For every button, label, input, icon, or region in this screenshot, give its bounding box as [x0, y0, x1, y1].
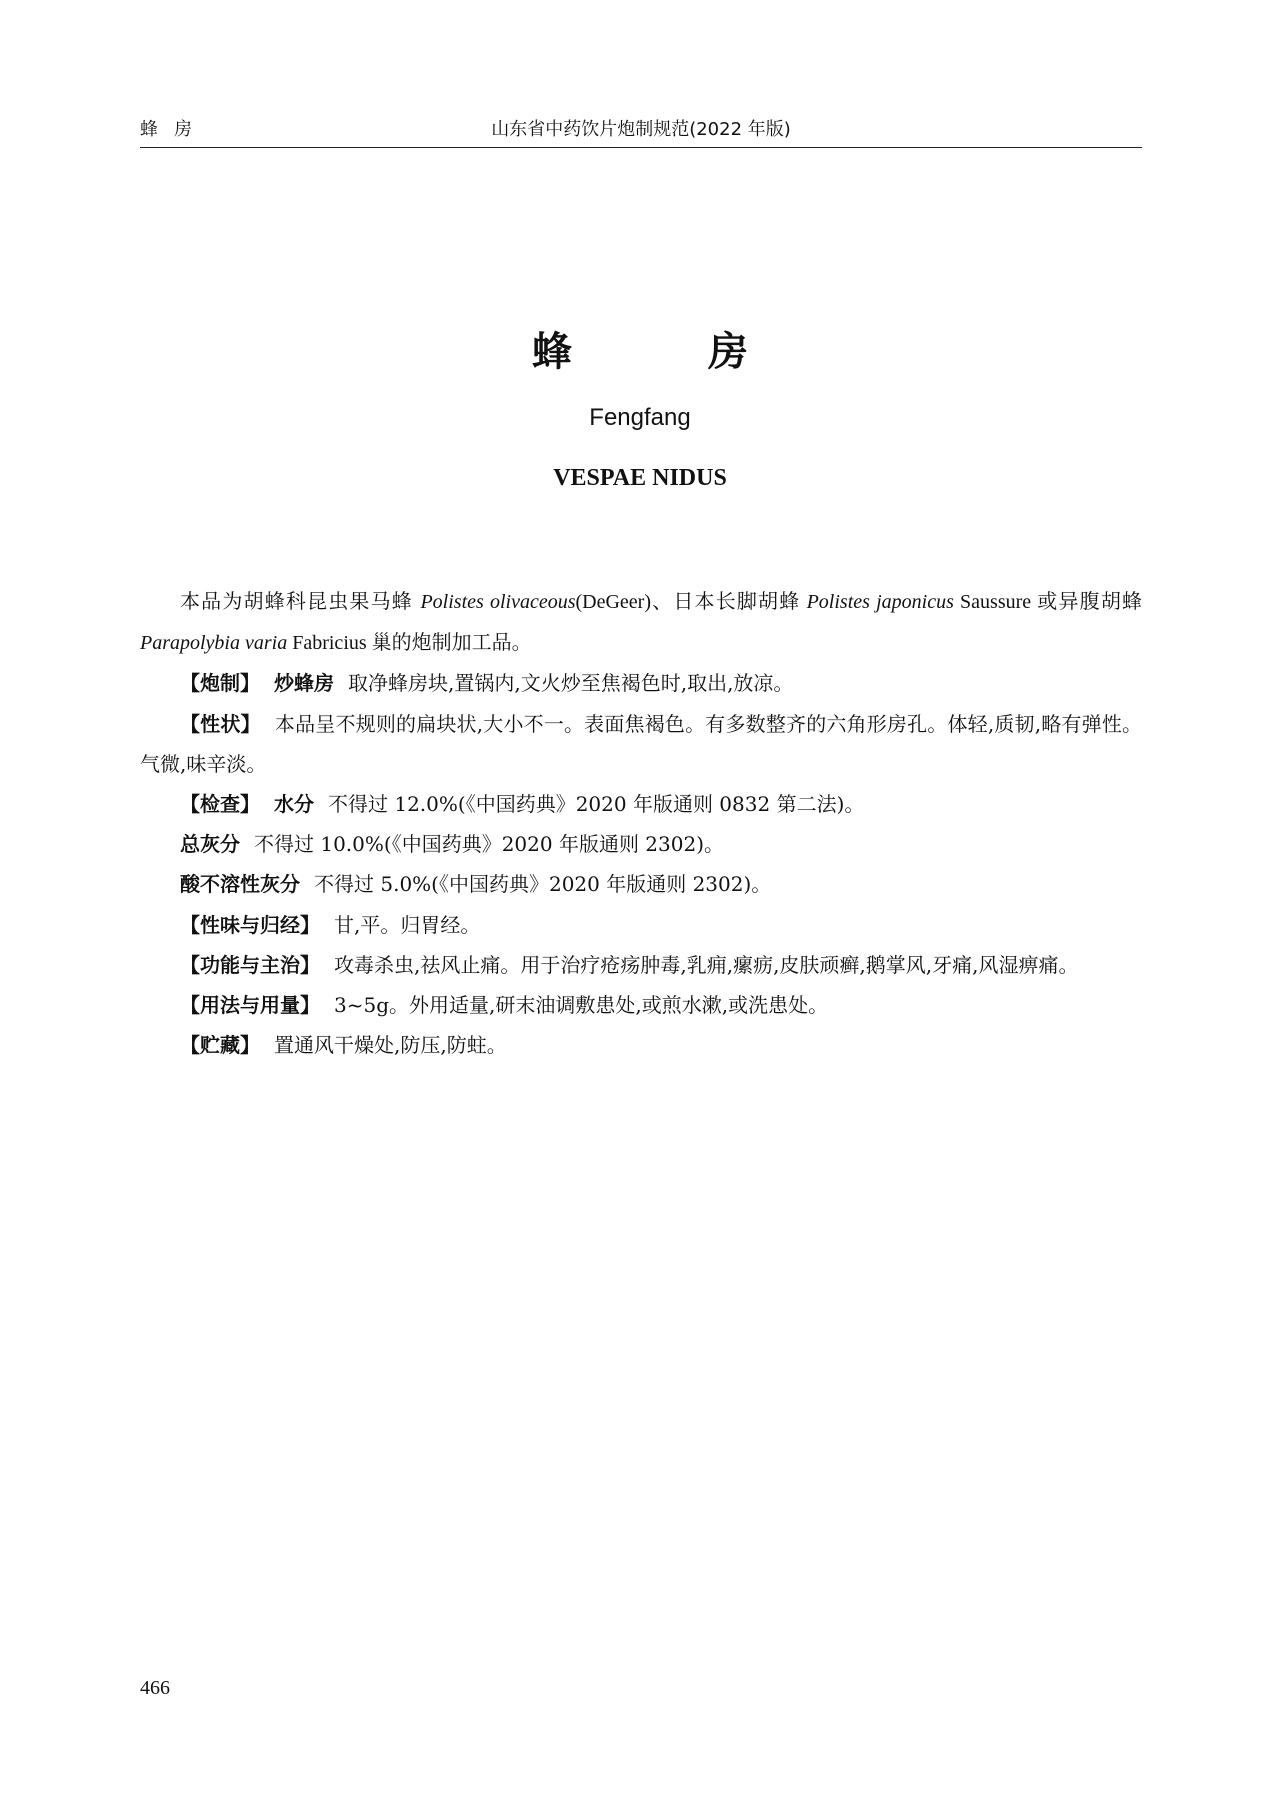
intro-text-4: Fabricius 巢的炮制加工品。 — [287, 632, 532, 655]
nature-text: 甘,平。归胃经。 — [334, 912, 481, 937]
nature-label: 【性味与归经】 — [180, 912, 320, 937]
inspection-item-name: 水分 — [274, 792, 314, 817]
intro-text-1: 本品为胡蜂科昆虫果马蜂 — [180, 589, 421, 613]
inspection-item-text: 不得过 10.0%(《中国药典》2020 年版通则 2302)。 — [254, 832, 725, 857]
processing-label: 【炮制】 — [180, 671, 260, 696]
species-name-2: Polistes japonicus — [806, 591, 954, 613]
description-paragraph — [140, 704, 1142, 784]
header-book-title: 山东省中药饮片炮制规范(2022 年版) — [491, 119, 791, 140]
processing-paragraph — [140, 663, 1142, 703]
inspection-item-name: 酸不溶性灰分 — [180, 872, 300, 897]
inspection-paragraph — [140, 784, 1142, 824]
intro-paragraph — [140, 581, 1142, 663]
storage-paragraph — [140, 1025, 1142, 1065]
latin-title: VESPAE NIDUS — [553, 465, 727, 491]
description-text: 本品呈不规则的扁块状,大小不一。表面焦褐色。有多数整齐的六角形房孔。体轻,质韧,略有弹性。气微,味辛淡。 — [140, 711, 1142, 776]
inspection-paragraph-acid-ash — [140, 864, 1142, 904]
description-label: 【性状】 — [180, 711, 261, 736]
inspection-item-text: 不得过 5.0%(《中国药典》2020 年版通则 2302)。 — [314, 872, 772, 897]
function-paragraph — [140, 945, 1142, 985]
monograph-body — [140, 581, 1142, 1065]
inspection-paragraph-ash — [140, 824, 1142, 864]
storage-text: 置通风干燥处,防压,防蛀。 — [274, 1033, 507, 1058]
inspection-item-text: 不得过 12.0%(《中国药典》2020 年版通则 0832 第二法)。 — [328, 792, 865, 817]
species-name-3: Parapolybia varia — [140, 632, 288, 655]
header-section-name: 蜂房 — [140, 119, 208, 140]
running-header — [140, 113, 1142, 148]
usage-paragraph — [140, 985, 1142, 1025]
usage-label: 【用法与用量】 — [180, 993, 320, 1018]
intro-text-3: Saussure 或异腹胡蜂 — [953, 591, 1143, 613]
processing-text: 取净蜂房块,置锅内,文火炒至焦褐色时,取出,放凉。 — [348, 671, 794, 696]
nature-paragraph — [140, 905, 1142, 945]
page-number: 466 — [140, 1677, 170, 1699]
intro-text-2: (DeGeer)、日本长脚胡蜂 — [575, 591, 807, 613]
processing-sublabel: 炒蜂房 — [274, 671, 334, 696]
function-text: 攻毒杀虫,祛风止痛。用于治疗疮疡肿毒,乳痈,瘰疬,皮肤顽癣,鹅掌风,牙痛,风湿痹痛。 — [334, 952, 1079, 977]
inspection-label: 【检查】 — [180, 792, 260, 817]
species-name-1: Polistes olivaceous — [420, 591, 576, 613]
function-label: 【功能与主治】 — [180, 952, 320, 977]
pinyin-title: Fengfang — [589, 404, 691, 431]
storage-label: 【贮藏】 — [180, 1033, 260, 1058]
inspection-item-name: 总灰分 — [180, 832, 240, 857]
page-title: 蜂 房 — [532, 329, 796, 375]
usage-text: 3~5g。外用适量,研末油调敷患处,或煎水漱,或洗患处。 — [334, 993, 829, 1018]
